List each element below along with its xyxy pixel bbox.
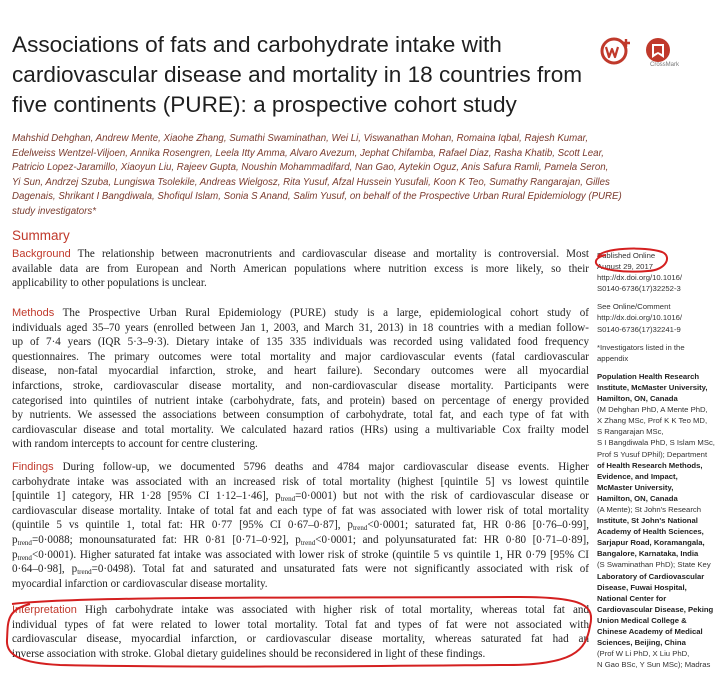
published-online-doi[interactable]: S0140-6736(17)32252-3 [597,284,681,294]
author-line: Patricio Lopez-Jaramillo, Xiaoyun Liu, Rajeev Gupta, Noushin Mohammadifard, Nan Gao, Aytekin Oguz, Anis Safura Ramli, Pamela Seron, [12,162,609,174]
affiliation-line: Bangalore, Karnataka, India [597,549,699,559]
author-line: Mahshid Dehghan, Andrew Mente, Xiaohe Zhang, Sumathi Swaminathan, Wei Li, Viswanathan Mohan, Romaina Iqbal, Rajesh Kumar, [12,133,589,144]
background-section [12,247,589,291]
methods-text-line: infarctions, stroke, cardiovascular disease mortality, and non-cardiovascular disease mortality. Participants were [12,379,589,392]
findings-text-line: $p_{trend}=0\cdot 0088$; monounsaturated fat: HR 0·81 [0·71–0·92], $p_{trend}<0\cdot 0001$; and polyunsaturated fat: HR 0·80 [0·71–0·89], [12,533,589,547]
affiliation-line: Evidence, and Impact, [597,471,678,481]
findings-text-line: [quintile 1] category, HR 1·28 [95% CI 1·12–1·46], $p_{trend}=0\cdot 0001$) but not with the risk of cardiovascular disease or [12,490,589,504]
methods-text-line: individuals aged 35–70 years (enrolled between Jan 1, 2003, and March 31, 2013) in 18 countries with a median follow- [12,321,589,334]
affiliation-line: Hamilton, ON, Canada [597,493,678,503]
affiliation-line: Chinese Academy of Medical [597,627,703,636]
affiliation-line: (S Swaminathan PhD); State Key [597,560,711,570]
affiliation-line: Union Medical College & [597,615,687,625]
affiliation-line: (A Mente); St John's Research [597,504,702,514]
methods-text-line: categorised into quintiles of nutrient intake (carbohydrate, fats, and protein) based on percentage of energy provided [12,394,589,407]
author-line: Yi Sun, Andrzej Szuba, Lungiswa Tsolekile, Andreas Wielgosz, Rita Yusuf, Afzal Hussein Yusufali, Koon K Teo, Sumathy Rangarajan, Gilles [12,176,610,188]
affiliation-line: Cardiovascular Disease, Peking [597,604,714,614]
affiliation-line: (M Dehghan PhD, A Mente PhD, [597,405,708,415]
comment-doi[interactable]: http://dx.doi.org/10.1016/ [597,313,683,323]
affiliation-line: Hamilton, ON, Canada [597,394,678,404]
affiliation-line: Laboratory of Cardiovascular [597,571,705,581]
affiliation-line: National Center for [597,593,667,603]
investigators-note: appendix [597,353,629,363]
interpretation-text-line: Interpretation High carbohydrate intake was associated with higher risk of total mortality, whereas total fat and [12,604,589,616]
badge-icons [598,35,678,75]
author-line: Edelweiss Wentzel-Viljoen, Annika Rosengren, Leela Itty Amma, Alvaro Avezum, Jephat Chifamba, Rafael Diaz, Rasha Khatib, Scott Lear, [12,147,604,159]
background-text-line: available data are from European and North American populations where nutrition excess is more likely, so their [12,262,589,275]
background-text-line: Background The relationship between macronutrients and cardiovascular disease and mortality is controversial. Most [12,248,589,260]
author-list [12,132,622,220]
author-line: Dagenais, Shrikant I Bangdiwala, Shofiqul Islam, Sonia S Anand, Salim Yusuf, on behalf of the Prospective Urban Rural Epidemiology (PURE) [12,191,622,203]
article-title [12,30,590,120]
interpretation-text-line: inverse association with stroke. Global dietary guidelines should be reconsidered in light of these findings. [12,647,486,660]
affiliation-line: N Gao BSc, Y Sun MSc); Madras [597,660,711,670]
methods-text-line: cardiovascular disease and total mortality. We calculated hazard ratios (HRs) using a multivariable Cox frailty model [12,423,589,436]
methods-text-line: by nutrients. We assessed the associations between consumption of carbohydrate, total fat, and each type of fat with [12,409,589,422]
summary-heading: Summary [12,228,70,243]
published-online-doi[interactable]: http://dx.doi.org/10.1016/ [597,273,683,283]
findings-section [12,460,589,591]
findings-text-line: cardiovascular disease mortality. Intake of total fat and each type of fat was associated with lower risk of total mortality [12,504,589,517]
title-line: cardiovascular disease and mortality in 18 countries from [12,62,583,87]
methods-section [12,306,589,452]
findings-label: Findings [12,461,54,473]
affiliation-line: S I Bangdiwala PhD, S Islam MSc, [597,438,715,448]
affiliation-line: Prof S Yusuf DPhil); Department [597,449,708,459]
interpretation-text-line: individual types of fat were related to lower total mortality. Total fat and types of fat were not associated with [12,618,589,631]
methods-text-line: questionnaires. The primary outcomes were total mortality and major cardiovascular events (fatal cardiovascular [12,350,589,363]
investigators-note: *Investigators listed in the [597,342,685,352]
methods-text-line: Methods The Prospective Urban Rural Epidemiology (PURE) study is a large, epidemiological cohort study of [12,307,590,319]
background-text-line: applicability to other populations is unclear. [12,277,207,290]
interpretation-text-line: cardiovascular disease, myocardial infarction, or cardiovascular disease mortality, whereas saturated fat had an [12,633,589,646]
affiliation-line: of Health Research Methods, [597,460,703,470]
findings-text-line: Findings During follow-up, we documented 5796 deaths and 4784 major cardiovascular disease events. Higher [12,461,589,473]
affiliation-line: (Prof W Li PhD, X Liu PhD, [597,649,690,659]
methods-text-line: with random intercepts to account for centre clustering. [12,438,258,451]
methods-text-line: disease, non-fatal myocardial infarction, stroke, and heart failure). Secondary outcomes were all myocardial [12,365,589,378]
affiliation-line: Institute, St John's National [597,516,698,526]
article-badges [598,35,678,75]
methods-text-line: up of 7·4 years (IQR 5·3–9·3). Dietary intake of 135 335 individuals was recorded using validated food frequency [12,336,589,349]
open-access-icon[interactable] [602,39,630,63]
published-online-doi[interactable]: Published Online [597,251,656,260]
affiliation-line: Disease, Fuwai Hospital, [597,582,687,592]
interpretation-label: Interpretation [12,604,77,616]
crossmark-icon[interactable] [646,38,670,62]
findings-text-line: myocardial infarction or cardiovascular disease mortality. [12,577,268,590]
author-line: study investigators* [12,205,96,217]
affiliation-line: S Rangarajan MSc, [597,427,664,437]
findings-text-line: $p_{trend}<0\cdot 0001$). Higher saturated fat intake was associated with lower risk of stroke (quintile 5 vs quintile 1, HR 0·79 [95% CI [12,548,589,562]
affiliation-line: Academy of Health Sciences, [597,527,704,537]
comment-doi[interactable]: See Online/Comment [597,302,671,312]
published-online-doi[interactable]: August 29, 2017 [597,262,653,272]
findings-text-line: carbohydrate intake was associated with an increased risk of total mortality (highest [quintile 5] vs lowest quintile [12,475,589,488]
crossmark-label: CrossMark [650,62,680,68]
interpretation-section [12,603,589,661]
title-line: five continents (PURE): a prospective cohort study [12,92,517,117]
methods-label: Methods [12,307,55,319]
findings-text-line: 0·64–0·98], $p_{trend}=0\cdot 0498$). Total fat and saturated and unsaturated fats were not significantly associated with risk of [12,563,589,577]
affiliation-line: Population Health Research [597,371,700,381]
findings-text-line: (quintile 5 vs quintile 1, total fat: HR 0·77 [95% CI 0·67–0·87], $p_{trend}<0\cdot 0001$; saturated fat, HR 0·86 [0·76–0·99], [12,519,589,533]
affiliation-line: Sciences, Beijing, China [597,638,686,648]
comment-doi[interactable]: S0140-6736(17)32241-9 [597,324,681,334]
affiliation-line: McMaster University, [597,482,674,492]
affiliation-line: X Zhang MSc, Prof K K Teo MD, [597,416,708,426]
title-line: Associations of fats and carbohydrate intake with [12,32,502,57]
affiliation-line: Institute, McMaster University, [597,382,708,392]
affiliation-line: Sarjapur Road, Koramangala, [597,538,705,548]
background-label: Background [12,248,71,260]
article-sidebar [597,250,715,677]
